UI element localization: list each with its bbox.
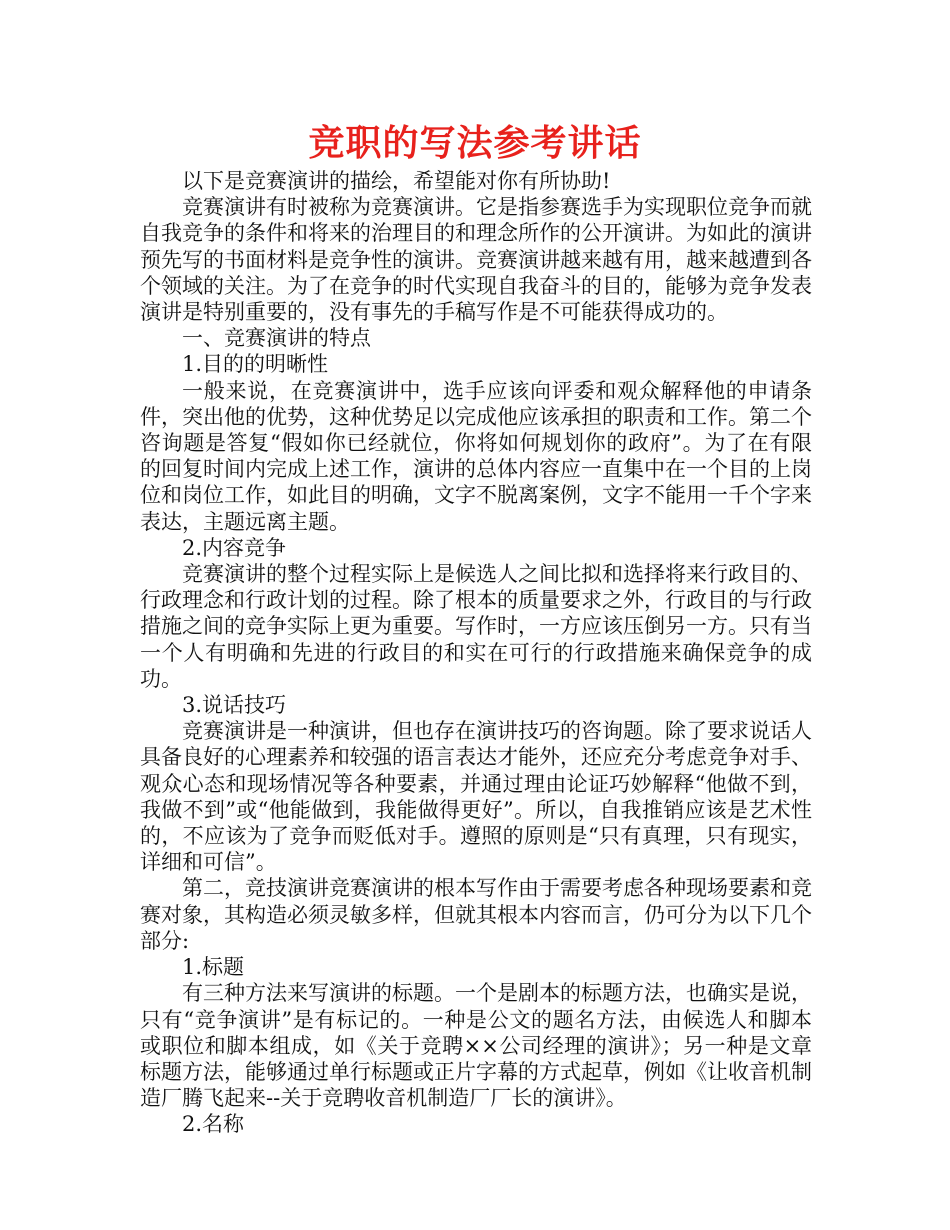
paragraph-title-methods: 有三种方法来写演讲的标题。一个是剧本的标题方法，也确实是说，只有“竞争演讲”是有标记的。一种是公文的题名方法，由候选人和脚本或职位和脚本组成，如《关于竞聘××公司经理的演讲》；另一种是文章标题方法，能够通过单行标题或正片字幕的方式起草，例如《让收音机制造厂腾飞起来--关于竞聘收音机制造厂厂长的演讲》。 <box>140 981 812 1111</box>
subheading-name-section: 2.名称 <box>182 1112 245 1137</box>
subheading-speaking-skills: 3.说话技巧 <box>182 693 287 718</box>
paragraph-speaking-skills: 竞赛演讲是一种演讲，但也存在演讲技巧的咨询题。除了要求说话人具备良好的心理素养和较强的语言表达才能外，还应充分考虑竞争对手、观众心态和现场情况等各种要素，并通过理由论证巧妙解释“他做不到，我做不到”或“他能做到，我能做得更好”。所以，自我推销应该是艺术性的，不应该为了竞争而贬低对手。遵照的原则是“只有真理，只有现实，详细和可信”。 <box>140 719 812 875</box>
section-heading-features: 一、竞赛演讲的特点 <box>182 326 371 351</box>
subheading-purpose-clarity: 1.目的的明晰性 <box>182 352 329 377</box>
subheading-title-section: 1.标题 <box>182 955 245 980</box>
document-title: 竞职的写法参考讲话 <box>308 123 642 164</box>
document-body <box>140 168 812 1138</box>
paragraph-purpose-clarity: 一般来说，在竞赛演讲中，选手应该向评委和观众解释他的申请条件，突出他的优势，这种优势足以完成他应该承担的职责和工作。第二个咨询题是答复“假如你已经就位，你将如何规划你的政府”。为了在有限的回复时间内完成上述工作，演讲的总体内容应一直集中在一个目的上岗位和岗位工作，如此目的明确，文字不脱离案例，文字不能用一千个字来表达，主题远离主题。 <box>140 378 812 534</box>
paragraph-definition: 竞赛演讲有时被称为竞赛演讲。它是指参赛选手为实现职位竞争而就自我竞争的条件和将来的治理目的和理念所作的公开演讲。为如此的演讲预先写的书面材料是竞争性的演讲。竞赛演讲越来越有用，越来越遭到各个领域的关注。为了在竞争的时代实现自我奋斗的目的，能够为竞争发表演讲是特别重要的，没有事先的手稿写作是不可能获得成功的。 <box>140 195 812 325</box>
paragraph-structure-intro: 第二，竞技演讲竞赛演讲的根本写作由于需要考虑各种现场要素和竞赛对象，其构造必须灵敏多样，但就其根本内容而言，仍可分为以下几个部分: <box>140 876 812 953</box>
subheading-content-competition: 2.内容竞争 <box>182 535 287 560</box>
paragraph-content-competition: 竞赛演讲的整个过程实际上是候选人之间比拟和选择将来行政目的、行政理念和行政计划的过程。除了根本的质量要求之外，行政目的与行政措施之间的竞争实际上更为重要。写作时，一方应该压倒另一方。只有当一个人有明确和先进的行政目的和实在可行的行政措施来确保竞争的成功。 <box>140 562 812 691</box>
paragraph-intro: 以下是竞赛演讲的描绘，希望能对你有所协助! <box>182 169 611 193</box>
